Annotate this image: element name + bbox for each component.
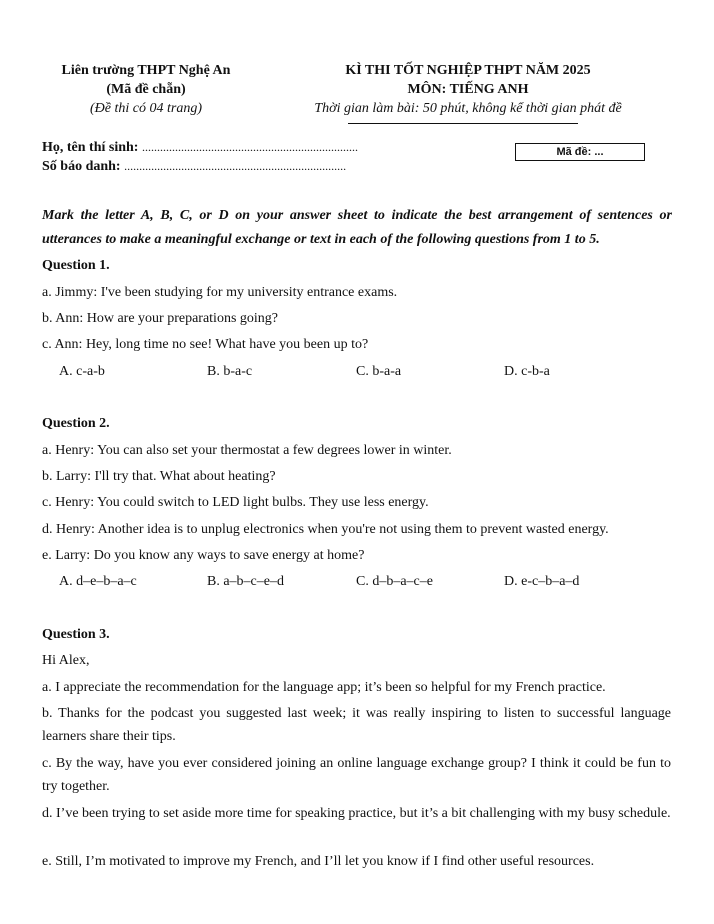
q2-option-a[interactable]: A. d–e–b–a–c [59, 574, 137, 589]
q1-option-c[interactable]: C. b-a-a [356, 364, 402, 379]
candidate-id-label: Số báo danh: [42, 159, 121, 174]
q2-item-d: d. Henry: Another idea is to unplug electronics when you're not using them to prevent wasted energy. [42, 522, 609, 537]
exam-title: KÌ THI TỐT NGHIỆP THPT NĂM 2025 [345, 63, 591, 78]
q2-option-b[interactable]: B. a–b–c–e–d [207, 574, 284, 589]
candidate-id-row [42, 159, 346, 175]
question-2-title: Question 2. [42, 416, 110, 431]
q2-item-a: a. Henry: You can also set your thermostat a few degrees lower in winter. [42, 443, 452, 458]
q2-item-b: b. Larry: I'll try that. What about heating? [42, 469, 276, 484]
candidate-name-field[interactable]: ........................................................................ [141, 140, 358, 154]
candidate-name-row [42, 140, 358, 156]
time-allowed: Thời gian làm bài: 50 phút, không kể thời gian phát đề [314, 101, 622, 116]
candidate-name-label: Họ, tên thí sinh: [42, 140, 139, 155]
instruction [42, 204, 672, 252]
q1-option-b[interactable]: B. b-a-c [207, 364, 253, 379]
exam-code-type: (Mã đề chẵn) [106, 82, 186, 97]
question-3-title: Question 3. [42, 627, 110, 642]
q1-option-d[interactable]: D. c-b-a [504, 364, 550, 379]
q3-item-d: d. I’ve been trying to set aside more time for speaking practice, but it’s a bit challenging with my busy schedule. [42, 806, 671, 821]
school-name: Liên trường THPT Nghệ An [61, 63, 231, 78]
q1-item-c: c. Ann: Hey, long time no see! What have you been up to? [42, 337, 369, 352]
time-underline [348, 123, 578, 124]
q3-item-e: e. Still, I’m motivated to improve my French, and I’ll let you know if I find other useful resources. [42, 854, 595, 869]
q3-item-a: a. I appreciate the recommendation for the language app; it’s been so helpful for my French practice. [42, 680, 606, 695]
q2-option-c[interactable]: C. d–b–a–c–e [356, 574, 433, 589]
q3-greeting: Hi Alex, [42, 653, 90, 668]
q3-item-c: c. By the way, have you ever considered joining an online language exchange group? I think it could be fun to try together. [42, 756, 671, 794]
q1-item-b: b. Ann: How are your preparations going? [42, 311, 278, 326]
q1-item-a: a. Jimmy: I've been studying for my university entrance exams. [42, 285, 398, 300]
page-count-note: (Đề thi có 04 trang) [90, 101, 202, 116]
exam-code-box[interactable]: Mã đề: ... [515, 143, 645, 161]
q2-option-d[interactable]: D. e-c–b–a–d [504, 574, 580, 589]
instruction-line-2: utterances to make a meaningful exchange or text in each of the following questions from 1 to 5. [42, 232, 600, 247]
q3-item-b: b. Thanks for the podcast you suggested last week; it was really inspiring to listen to successful language learners share their tips. [42, 706, 671, 744]
q2-item-e: e. Larry: Do you know any ways to save energy at home? [42, 548, 365, 563]
subject-title: MÔN: TIẾNG ANH [407, 82, 529, 97]
q1-option-a[interactable]: A. c-a-b [59, 364, 105, 379]
candidate-id-field[interactable]: .......................................................................... [124, 159, 347, 173]
q2-item-c: c. Henry: You could switch to LED light bulbs. They use less energy. [42, 495, 429, 510]
instruction-line-1: Mark the letter A, B, C, or D on your answer sheet to indicate the best arrangement of sentences or [42, 208, 672, 223]
question-1-title: Question 1. [42, 258, 110, 273]
